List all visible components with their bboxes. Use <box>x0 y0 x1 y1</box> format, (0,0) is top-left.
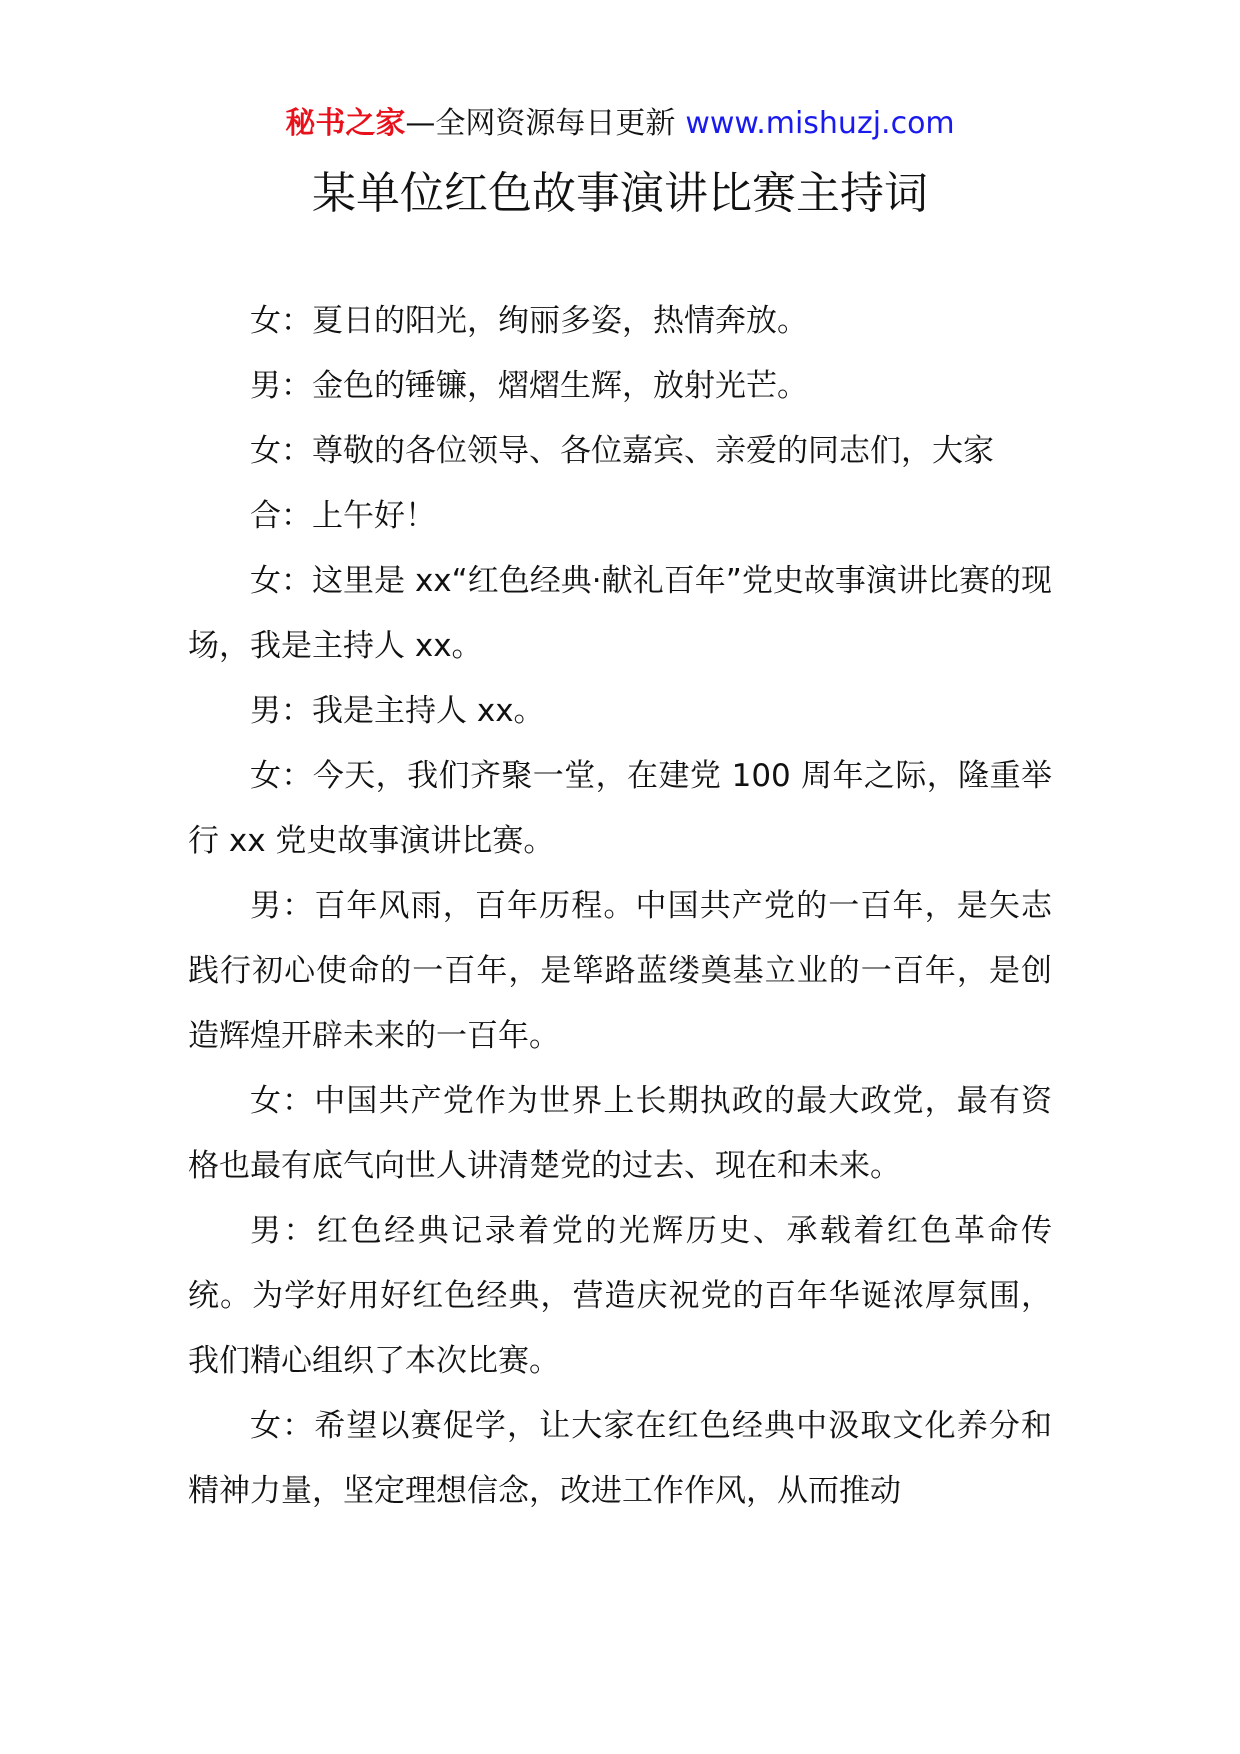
paragraph: 男：百年风雨，百年历程。中国共产党的一百年，是矢志践行初心使命的一百年，是筚路蓝缕奠基立业的一百年，是创造辉煌开辟未来的一百年。 <box>188 888 1052 1054</box>
paragraph: 女：今天，我们齐聚一堂，在建党 100 周年之际，隆重举行 xx 党史故事演讲比赛。 <box>188 758 1052 859</box>
paragraph: 女：希望以赛促学，让大家在红色经典中汲取文化养分和精神力量，坚定理想信念，改进工作作风，从而推动 <box>188 1408 1052 1509</box>
document-title: 某单位红色故事演讲比赛主持词 <box>312 168 928 219</box>
paragraph: 女：中国共产党作为世界上长期执政的最大政党，最有资格也最有底气向世人讲清楚党的过去、现在和未来。 <box>188 1083 1052 1184</box>
site-url-link[interactable]: www.mishuzj.com <box>685 106 955 141</box>
site-header <box>0 102 1240 146</box>
paragraph: 男：我是主持人 xx。 <box>250 693 545 729</box>
paragraph: 男：金色的锤镰，熠熠生辉，放射光芒。 <box>250 368 808 404</box>
paragraph: 女：尊敬的各位领导、各位嘉宾、亲爱的同志们，大家 <box>250 433 994 469</box>
paragraph: 合：上午好！ <box>250 498 436 534</box>
paragraph: 女：这里是 xx“红色经典·献礼百年”党史故事演讲比赛的现场，我是主持人 xx。 <box>188 563 1052 664</box>
site-brand: 秘书之家 <box>285 106 406 141</box>
paragraph: 女：夏日的阳光，绚丽多姿，热情奔放。 <box>250 303 808 339</box>
document-body <box>188 289 1052 1524</box>
site-slogan: —全网资源每日更新 <box>405 106 676 141</box>
paragraph: 男：红色经典记录着党的光辉历史、承载着红色革命传统。为学好用好红色经典，营造庆祝党的百年华诞浓厚氛围，我们精心组织了本次比赛。 <box>188 1213 1052 1379</box>
